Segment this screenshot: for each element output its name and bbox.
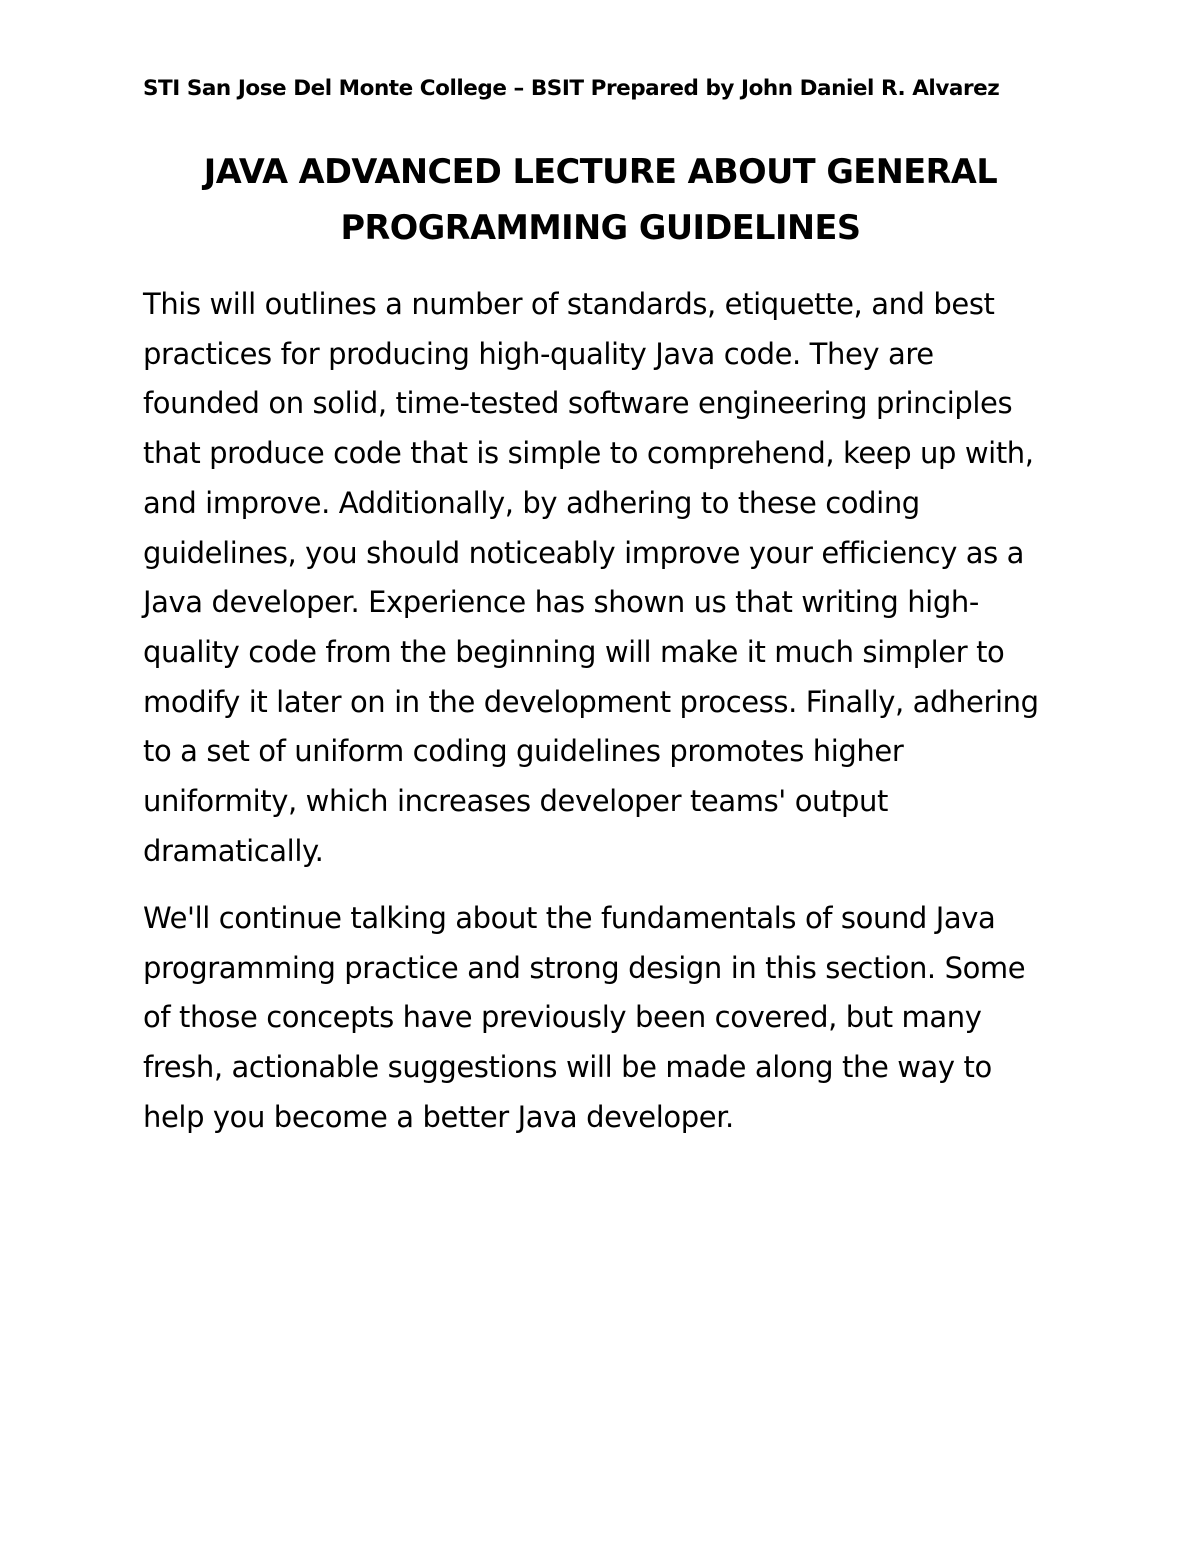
paragraph-line: practices for producing high-quality Java code. They are <box>143 336 934 371</box>
document-title <box>143 144 1058 256</box>
paragraph-intro <box>143 280 1073 876</box>
paragraph-continuation <box>143 894 1073 1143</box>
paragraph-line: programming practice and strong design in this section. Some <box>143 950 1026 985</box>
paragraph-line: This will outlines a number of standards, etiquette, and best <box>143 287 995 321</box>
paragraph-line: modify it later on in the development process. Finally, adhering <box>143 684 1039 719</box>
paragraph-line: We'll continue talking about the fundamentals of sound Java <box>143 901 996 935</box>
paragraph-line: founded on solid, time-tested software engineering principles <box>143 386 1013 421</box>
paragraph-line: Java developer. Experience has shown us that writing high- <box>143 585 979 620</box>
paragraph-line: to a set of uniform coding guidelines promotes higher <box>143 734 904 769</box>
paragraph-line: fresh, actionable suggestions will be made along the way to <box>143 1050 992 1085</box>
page-header: STI San Jose Del Monte College – BSIT Prepared by John Daniel R. Alvarez <box>143 76 1000 101</box>
paragraph-line: that produce code that is simple to comprehend, keep up with, <box>143 436 1034 471</box>
paragraph-line: help you become a better Java developer. <box>143 1099 734 1134</box>
paragraph-line: quality code from the beginning will make it much simpler to <box>143 634 1005 669</box>
title-line: JAVA ADVANCED LECTURE ABOUT GENERAL <box>203 152 998 191</box>
paragraph-line: and improve. Additionally, by adhering to these coding <box>143 485 920 520</box>
paragraph-line: guidelines, you should noticeably improve your efficiency as a <box>143 535 1025 570</box>
title-line: PROGRAMMING GUIDELINES <box>340 208 861 247</box>
paragraph-line: uniformity, which increases developer teams' output <box>143 784 888 819</box>
paragraph-line: dramatically. <box>143 833 324 868</box>
paragraph-line: of those concepts have previously been covered, but many <box>143 1000 982 1035</box>
